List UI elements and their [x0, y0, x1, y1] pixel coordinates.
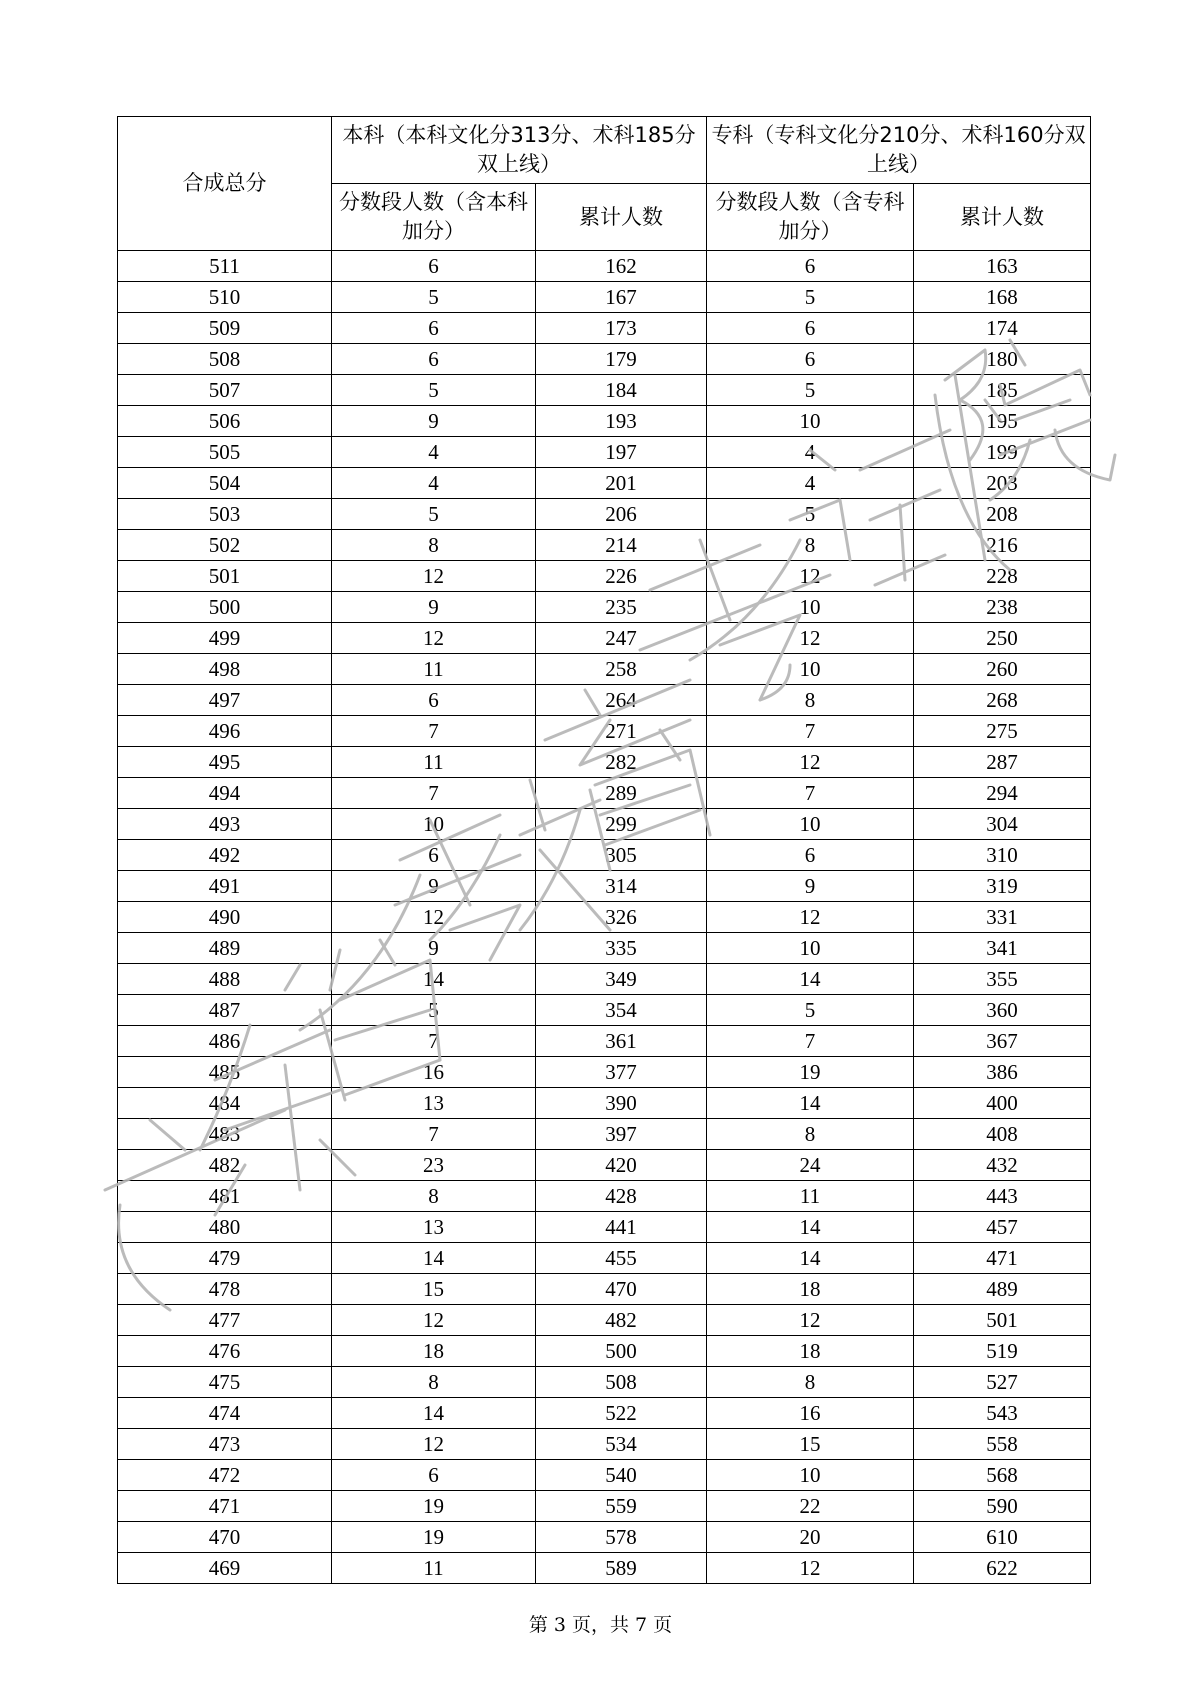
undergrad-segment-cell: 4 — [332, 437, 536, 468]
undergrad-segment-cell: 15 — [332, 1274, 536, 1305]
junior-cumulative-cell: 238 — [914, 592, 1091, 623]
junior-segment-cell: 5 — [707, 375, 914, 406]
junior-segment-cell: 8 — [707, 1367, 914, 1398]
junior-segment-cell: 14 — [707, 1088, 914, 1119]
total-score-cell: 509 — [118, 313, 332, 344]
table-row — [118, 1212, 1091, 1243]
junior-segment-cell: 8 — [707, 685, 914, 716]
total-score-cell: 481 — [118, 1181, 332, 1212]
undergrad-cumulative-cell: 193 — [536, 406, 707, 437]
total-score-cell: 507 — [118, 375, 332, 406]
junior-segment-cell: 6 — [707, 840, 914, 871]
undergrad-cumulative-cell: 289 — [536, 778, 707, 809]
undergrad-cumulative-cell: 428 — [536, 1181, 707, 1212]
table-row — [118, 251, 1091, 282]
junior-cumulative-cell: 260 — [914, 654, 1091, 685]
junior-segment-cell: 12 — [707, 561, 914, 592]
table-row — [118, 995, 1091, 1026]
undergrad-cumulative-cell: 214 — [536, 530, 707, 561]
undergrad-segment-cell: 6 — [332, 251, 536, 282]
undergrad-cumulative-cell: 264 — [536, 685, 707, 716]
undergrad-segment-cell: 7 — [332, 1026, 536, 1057]
total-score-cell: 506 — [118, 406, 332, 437]
undergrad-segment-cell: 6 — [332, 344, 536, 375]
total-score-cell: 484 — [118, 1088, 332, 1119]
junior-cumulative-cell: 250 — [914, 623, 1091, 654]
total-score-cell: 493 — [118, 809, 332, 840]
undergrad-segment-cell: 6 — [332, 840, 536, 871]
undergrad-cumulative-cell: 470 — [536, 1274, 707, 1305]
undergrad-segment-cell: 9 — [332, 871, 536, 902]
col-total-score: 合成总分 — [118, 117, 332, 251]
undergrad-segment-cell: 9 — [332, 933, 536, 964]
undergrad-cumulative-cell: 522 — [536, 1398, 707, 1429]
junior-segment-cell: 9 — [707, 871, 914, 902]
junior-cumulative-cell: 400 — [914, 1088, 1091, 1119]
table-row — [118, 902, 1091, 933]
table-row — [118, 933, 1091, 964]
undergrad-cumulative-cell: 282 — [536, 747, 707, 778]
total-score-cell: 486 — [118, 1026, 332, 1057]
total-score-cell: 504 — [118, 468, 332, 499]
undergrad-segment-cell: 19 — [332, 1491, 536, 1522]
undergrad-segment-cell: 14 — [332, 1398, 536, 1429]
junior-cumulative-cell: 622 — [914, 1553, 1091, 1584]
total-score-cell: 477 — [118, 1305, 332, 1336]
table-row — [118, 1274, 1091, 1305]
junior-segment-cell: 10 — [707, 592, 914, 623]
total-score-cell: 501 — [118, 561, 332, 592]
undergrad-segment-cell: 19 — [332, 1522, 536, 1553]
junior-segment-cell: 4 — [707, 468, 914, 499]
undergrad-cumulative-cell: 441 — [536, 1212, 707, 1243]
table-row — [118, 747, 1091, 778]
table-row — [118, 1367, 1091, 1398]
junior-cumulative-cell: 386 — [914, 1057, 1091, 1088]
junior-segment-cell: 14 — [707, 1212, 914, 1243]
table-row — [118, 313, 1091, 344]
total-score-cell: 480 — [118, 1212, 332, 1243]
junior-cumulative-cell: 367 — [914, 1026, 1091, 1057]
junior-cumulative-cell: 304 — [914, 809, 1091, 840]
junior-cumulative-cell: 501 — [914, 1305, 1091, 1336]
junior-segment-cell: 11 — [707, 1181, 914, 1212]
table-row — [118, 840, 1091, 871]
table-row — [118, 1553, 1091, 1584]
junior-segment-cell: 4 — [707, 437, 914, 468]
undergrad-cumulative-cell: 500 — [536, 1336, 707, 1367]
total-score-cell: 471 — [118, 1491, 332, 1522]
table-row — [118, 468, 1091, 499]
undergrad-segment-cell: 7 — [332, 716, 536, 747]
undergrad-segment-cell: 8 — [332, 1367, 536, 1398]
undergrad-cumulative-cell: 206 — [536, 499, 707, 530]
undergrad-cumulative-cell: 354 — [536, 995, 707, 1026]
col-group-undergrad: 本科（本科文化分313分、术科185分双上线） — [332, 117, 707, 184]
total-score-cell: 473 — [118, 1429, 332, 1460]
undergrad-cumulative-cell: 335 — [536, 933, 707, 964]
table-row — [118, 530, 1091, 561]
table-row — [118, 1336, 1091, 1367]
junior-segment-cell: 8 — [707, 1119, 914, 1150]
table-row — [118, 1305, 1091, 1336]
junior-cumulative-cell: 168 — [914, 282, 1091, 313]
junior-segment-cell: 7 — [707, 1026, 914, 1057]
total-score-cell: 491 — [118, 871, 332, 902]
total-score-cell: 502 — [118, 530, 332, 561]
table-row — [118, 282, 1091, 313]
table-row — [118, 871, 1091, 902]
undergrad-cumulative-cell: 184 — [536, 375, 707, 406]
undergrad-segment-cell: 8 — [332, 530, 536, 561]
junior-cumulative-cell: 489 — [914, 1274, 1091, 1305]
col-undergrad-segment: 分数段人数（含本科加分） — [332, 184, 536, 251]
junior-segment-cell: 7 — [707, 716, 914, 747]
undergrad-cumulative-cell: 201 — [536, 468, 707, 499]
total-score-cell: 505 — [118, 437, 332, 468]
undergrad-segment-cell: 6 — [332, 685, 536, 716]
undergrad-cumulative-cell: 197 — [536, 437, 707, 468]
undergrad-cumulative-cell: 299 — [536, 809, 707, 840]
total-score-cell: 483 — [118, 1119, 332, 1150]
total-score-cell: 511 — [118, 251, 332, 282]
undergrad-segment-cell: 11 — [332, 1553, 536, 1584]
junior-segment-cell: 6 — [707, 313, 914, 344]
junior-cumulative-cell: 199 — [914, 437, 1091, 468]
undergrad-segment-cell: 13 — [332, 1212, 536, 1243]
junior-segment-cell: 14 — [707, 964, 914, 995]
undergrad-cumulative-cell: 390 — [536, 1088, 707, 1119]
junior-cumulative-cell: 443 — [914, 1181, 1091, 1212]
undergrad-segment-cell: 5 — [332, 499, 536, 530]
total-score-cell: 470 — [118, 1522, 332, 1553]
total-score-cell: 478 — [118, 1274, 332, 1305]
junior-cumulative-cell: 610 — [914, 1522, 1091, 1553]
table-row — [118, 1088, 1091, 1119]
table-row — [118, 499, 1091, 530]
undergrad-cumulative-cell: 226 — [536, 561, 707, 592]
total-score-cell: 472 — [118, 1460, 332, 1491]
undergrad-cumulative-cell: 179 — [536, 344, 707, 375]
undergrad-cumulative-cell: 482 — [536, 1305, 707, 1336]
table-row — [118, 654, 1091, 685]
undergrad-cumulative-cell: 559 — [536, 1491, 707, 1522]
total-score-cell: 492 — [118, 840, 332, 871]
undergrad-cumulative-cell: 258 — [536, 654, 707, 685]
junior-segment-cell: 5 — [707, 995, 914, 1026]
undergrad-segment-cell: 11 — [332, 747, 536, 778]
junior-segment-cell: 14 — [707, 1243, 914, 1274]
undergrad-cumulative-cell: 420 — [536, 1150, 707, 1181]
page-footer: 第 3 页，共 7 页 — [528, 1614, 673, 1636]
total-score-cell: 489 — [118, 933, 332, 964]
undergrad-segment-cell: 12 — [332, 623, 536, 654]
junior-cumulative-cell: 195 — [914, 406, 1091, 437]
junior-cumulative-cell: 216 — [914, 530, 1091, 561]
table-row — [118, 375, 1091, 406]
undergrad-cumulative-cell: 247 — [536, 623, 707, 654]
col-junior-cumulative: 累计人数 — [914, 184, 1091, 251]
table-row — [118, 344, 1091, 375]
junior-cumulative-cell: 341 — [914, 933, 1091, 964]
junior-cumulative-cell: 590 — [914, 1491, 1091, 1522]
junior-segment-cell: 10 — [707, 1460, 914, 1491]
table-row — [118, 1398, 1091, 1429]
junior-segment-cell: 12 — [707, 1305, 914, 1336]
total-score-cell: 496 — [118, 716, 332, 747]
table-row — [118, 406, 1091, 437]
undergrad-segment-cell: 14 — [332, 1243, 536, 1274]
table-row — [118, 1522, 1091, 1553]
table-row — [118, 592, 1091, 623]
undergrad-segment-cell: 23 — [332, 1150, 536, 1181]
total-score-cell: 500 — [118, 592, 332, 623]
junior-segment-cell: 5 — [707, 499, 914, 530]
total-score-cell: 498 — [118, 654, 332, 685]
table-row — [118, 964, 1091, 995]
undergrad-segment-cell: 12 — [332, 902, 536, 933]
undergrad-cumulative-cell: 534 — [536, 1429, 707, 1460]
junior-cumulative-cell: 543 — [914, 1398, 1091, 1429]
junior-cumulative-cell: 355 — [914, 964, 1091, 995]
junior-segment-cell: 12 — [707, 747, 914, 778]
undergrad-cumulative-cell: 508 — [536, 1367, 707, 1398]
junior-segment-cell: 10 — [707, 654, 914, 685]
table-row — [118, 685, 1091, 716]
undergrad-segment-cell: 7 — [332, 1119, 536, 1150]
junior-cumulative-cell: 228 — [914, 561, 1091, 592]
table-row — [118, 561, 1091, 592]
total-score-cell: 499 — [118, 623, 332, 654]
undergrad-segment-cell: 12 — [332, 1305, 536, 1336]
col-group-junior: 专科（专科文化分210分、术科160分双上线） — [707, 117, 1091, 184]
table-body — [118, 251, 1091, 1584]
total-score-cell: 482 — [118, 1150, 332, 1181]
undergrad-segment-cell: 6 — [332, 1460, 536, 1491]
junior-cumulative-cell: 319 — [914, 871, 1091, 902]
undergrad-cumulative-cell: 377 — [536, 1057, 707, 1088]
junior-segment-cell: 8 — [707, 530, 914, 561]
table-header — [118, 117, 1091, 251]
undergrad-cumulative-cell: 305 — [536, 840, 707, 871]
undergrad-segment-cell: 14 — [332, 964, 536, 995]
junior-segment-cell: 19 — [707, 1057, 914, 1088]
undergrad-cumulative-cell: 540 — [536, 1460, 707, 1491]
undergrad-segment-cell: 9 — [332, 592, 536, 623]
undergrad-segment-cell: 5 — [332, 375, 536, 406]
junior-segment-cell: 10 — [707, 809, 914, 840]
undergrad-cumulative-cell: 589 — [536, 1553, 707, 1584]
junior-cumulative-cell: 180 — [914, 344, 1091, 375]
undergrad-segment-cell: 5 — [332, 995, 536, 1026]
junior-cumulative-cell: 310 — [914, 840, 1091, 871]
junior-cumulative-cell: 331 — [914, 902, 1091, 933]
table-row — [118, 778, 1091, 809]
undergrad-cumulative-cell: 397 — [536, 1119, 707, 1150]
table-row — [118, 1243, 1091, 1274]
total-score-cell: 469 — [118, 1553, 332, 1584]
undergrad-segment-cell: 16 — [332, 1057, 536, 1088]
undergrad-cumulative-cell: 349 — [536, 964, 707, 995]
junior-segment-cell: 18 — [707, 1274, 914, 1305]
table-row — [118, 1026, 1091, 1057]
junior-segment-cell: 12 — [707, 623, 914, 654]
total-score-cell: 508 — [118, 344, 332, 375]
junior-cumulative-cell: 174 — [914, 313, 1091, 344]
undergrad-cumulative-cell: 314 — [536, 871, 707, 902]
table-row — [118, 1150, 1091, 1181]
junior-cumulative-cell: 203 — [914, 468, 1091, 499]
undergrad-segment-cell: 11 — [332, 654, 536, 685]
junior-cumulative-cell: 268 — [914, 685, 1091, 716]
undergrad-segment-cell: 6 — [332, 313, 536, 344]
junior-cumulative-cell: 208 — [914, 499, 1091, 530]
junior-cumulative-cell: 163 — [914, 251, 1091, 282]
junior-segment-cell: 10 — [707, 933, 914, 964]
junior-segment-cell: 20 — [707, 1522, 914, 1553]
junior-cumulative-cell: 294 — [914, 778, 1091, 809]
header-row-groups — [118, 117, 1091, 184]
junior-segment-cell: 15 — [707, 1429, 914, 1460]
score-distribution-table — [117, 116, 1091, 1584]
total-score-cell: 475 — [118, 1367, 332, 1398]
junior-segment-cell: 24 — [707, 1150, 914, 1181]
table-row — [118, 1119, 1091, 1150]
total-score-cell: 474 — [118, 1398, 332, 1429]
junior-cumulative-cell: 519 — [914, 1336, 1091, 1367]
total-score-cell: 485 — [118, 1057, 332, 1088]
undergrad-cumulative-cell: 455 — [536, 1243, 707, 1274]
table-row — [118, 1460, 1091, 1491]
table-row — [118, 1429, 1091, 1460]
undergrad-segment-cell: 8 — [332, 1181, 536, 1212]
undergrad-cumulative-cell: 578 — [536, 1522, 707, 1553]
col-junior-segment: 分数段人数（含专科加分） — [707, 184, 914, 251]
undergrad-cumulative-cell: 326 — [536, 902, 707, 933]
junior-cumulative-cell: 287 — [914, 747, 1091, 778]
undergrad-cumulative-cell: 361 — [536, 1026, 707, 1057]
junior-cumulative-cell: 457 — [914, 1212, 1091, 1243]
junior-segment-cell: 7 — [707, 778, 914, 809]
undergrad-segment-cell: 18 — [332, 1336, 536, 1367]
undergrad-segment-cell: 9 — [332, 406, 536, 437]
total-score-cell: 490 — [118, 902, 332, 933]
junior-cumulative-cell: 275 — [914, 716, 1091, 747]
junior-cumulative-cell: 185 — [914, 375, 1091, 406]
junior-segment-cell: 16 — [707, 1398, 914, 1429]
junior-cumulative-cell: 568 — [914, 1460, 1091, 1491]
total-score-cell: 495 — [118, 747, 332, 778]
total-score-cell: 510 — [118, 282, 332, 313]
junior-segment-cell: 18 — [707, 1336, 914, 1367]
junior-segment-cell: 12 — [707, 902, 914, 933]
junior-cumulative-cell: 360 — [914, 995, 1091, 1026]
junior-cumulative-cell: 408 — [914, 1119, 1091, 1150]
undergrad-cumulative-cell: 162 — [536, 251, 707, 282]
total-score-cell: 479 — [118, 1243, 332, 1274]
undergrad-cumulative-cell: 271 — [536, 716, 707, 747]
junior-segment-cell: 12 — [707, 1553, 914, 1584]
junior-segment-cell: 22 — [707, 1491, 914, 1522]
junior-cumulative-cell: 471 — [914, 1243, 1091, 1274]
table-row — [118, 716, 1091, 747]
table-row — [118, 623, 1091, 654]
undergrad-cumulative-cell: 173 — [536, 313, 707, 344]
undergrad-segment-cell: 4 — [332, 468, 536, 499]
junior-cumulative-cell: 527 — [914, 1367, 1091, 1398]
undergrad-segment-cell: 12 — [332, 561, 536, 592]
junior-cumulative-cell: 558 — [914, 1429, 1091, 1460]
total-score-cell: 503 — [118, 499, 332, 530]
undergrad-segment-cell: 10 — [332, 809, 536, 840]
junior-segment-cell: 6 — [707, 344, 914, 375]
total-score-cell: 497 — [118, 685, 332, 716]
table-row — [118, 1181, 1091, 1212]
table-row — [118, 1491, 1091, 1522]
junior-cumulative-cell: 432 — [914, 1150, 1091, 1181]
undergrad-cumulative-cell: 167 — [536, 282, 707, 313]
col-undergrad-cumulative: 累计人数 — [536, 184, 707, 251]
undergrad-segment-cell: 13 — [332, 1088, 536, 1119]
table-row — [118, 437, 1091, 468]
total-score-cell: 488 — [118, 964, 332, 995]
undergrad-cumulative-cell: 235 — [536, 592, 707, 623]
total-score-cell: 487 — [118, 995, 332, 1026]
table-row — [118, 809, 1091, 840]
undergrad-segment-cell: 7 — [332, 778, 536, 809]
junior-segment-cell: 6 — [707, 251, 914, 282]
undergrad-segment-cell: 5 — [332, 282, 536, 313]
total-score-cell: 494 — [118, 778, 332, 809]
junior-segment-cell: 5 — [707, 282, 914, 313]
table-row — [118, 1057, 1091, 1088]
undergrad-segment-cell: 12 — [332, 1429, 536, 1460]
junior-segment-cell: 10 — [707, 406, 914, 437]
total-score-cell: 476 — [118, 1336, 332, 1367]
